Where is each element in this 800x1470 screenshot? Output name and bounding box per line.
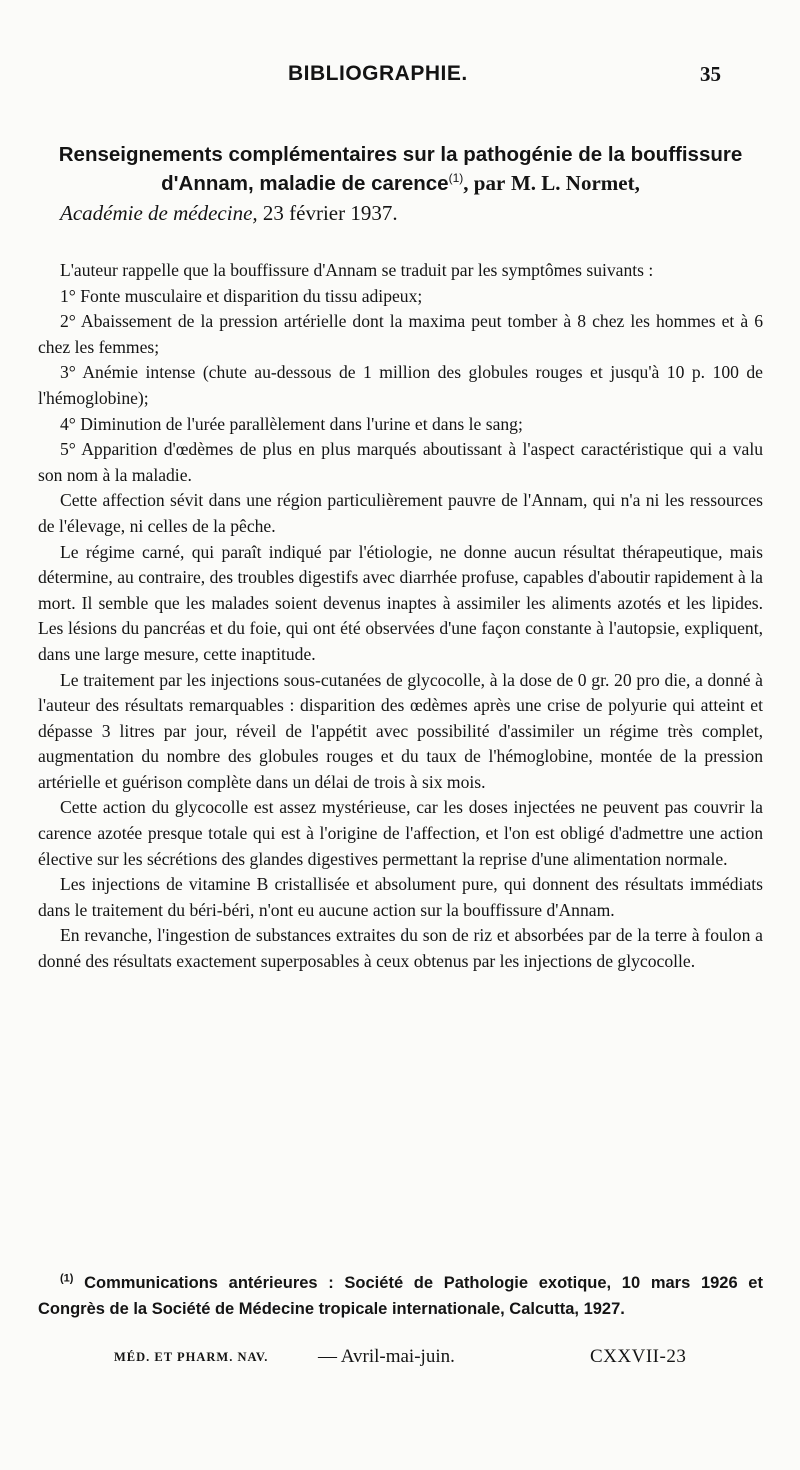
body-paragraph: Le traitement par les injections sous-cutanées de glycocolle, à la dose de 0 gr. 20 pro die, a donné à l'auteur des résultats remarquables : disparition des œdèmes après une crise de polyurie qui atteint et dépasse 3 litres par jour, réveil de l'appétit avec possibilité d'assimiler un régime très complet, augmentation du nombre des globules rouges et du taux de l'hémoglobine, montée de la pression artérielle et guérison complète dans un délai de trois à six mois. <box>38 669 763 792</box>
author-name: M. L. Normet, <box>510 171 640 195</box>
article-body <box>38 258 763 975</box>
body-paragraph: Cette action du glycocolle est assez mystérieuse, car les doses injectées ne peuvent pas couvrir la carence azotée presque totale qui est à l'origine de l'affection, et l'on est obligé d'admettre une action élective sur les sécrétions des glandes digestives permettant la reprise d'une alimentation normale. <box>38 797 763 869</box>
author-prefix: , par <box>463 171 506 195</box>
article-title-block <box>38 140 763 198</box>
footnote-reference: (1) <box>448 171 464 186</box>
body-paragraph: Le régime carné, qui paraît indiqué par l'étiologie, ne donne aucun résultat thérapeutique, mais détermine, au contraire, des troubles digestifs avec diarrhée profuse, capables d'aboutir rapidement à la mort. Il semble que les malades soient devenus inaptes à assimiler les aliments azotés et les lipides. Les lésions du pancréas et du foie, qui ont été observées d'une façon constante à l'autopsie, expliquent, dans une large mesure, cette inaptitude. <box>38 541 763 664</box>
symptom-item: 5° Apparition d'œdèmes de plus en plus marqués aboutissant à l'aspect caractéristique qui a valu son nom à la maladie. <box>38 439 763 485</box>
article-heading <box>38 140 763 228</box>
page-footer <box>0 1346 800 1376</box>
body-paragraph: Cette affection sévit dans une région particulièrement pauvre de l'Annam, qui n'a ni les ressources de l'élevage, ni celles de la pêche. <box>38 490 763 536</box>
footer-signature: CXXVII-23 <box>590 1346 687 1367</box>
running-head-title: BIBLIOGRAPHIE. <box>288 62 468 85</box>
article-source <box>38 198 763 228</box>
symptom-item: 4° Diminution de l'urée parallèlement dans l'urine et dans le sang; <box>60 413 523 434</box>
running-head <box>0 62 800 92</box>
footer-journal: MÉD. ET PHARM. NAV. <box>114 1350 269 1364</box>
body-paragraph: En revanche, l'ingestion de substances extraites du son de riz et absorbées par de la terre à foulon a donné des résultats exactement superposables à ceux obtenus par les injections de glycocolle. <box>38 925 763 972</box>
body-paragraph: Les injections de vitamine B cristallisée et absolument pure, qui donnent des résultats immédiats dans le traitement du béri-béri, n'ont eu aucune action sur la bouffissure d'Annam. <box>38 874 763 920</box>
article-title: Renseignements complémentaires sur la pathogénie de la bouffissure d'Annam, maladie de carence <box>58 143 743 195</box>
footer-issue: — Avril-mai-juin. <box>318 1346 455 1367</box>
symptom-item: 2° Abaissement de la pression artérielle dont la maxima peut tomber à 8 chez les hommes et à 6 chez les femmes; <box>38 311 763 357</box>
page-number: 35 <box>700 62 721 86</box>
intro-paragraph: L'auteur rappelle que la bouffissure d'Annam se traduit par les symptômes suivants : <box>60 260 654 280</box>
article-venue: Académie de médecine, <box>60 201 258 225</box>
symptom-item: 1° Fonte musculaire et disparition du tissu adipeux; <box>60 285 423 306</box>
footnote-mark: (1) <box>60 1272 74 1285</box>
footnote <box>38 1270 763 1322</box>
footnote-text: Communications antérieures : Société de Pathologie exotique, 10 mars 1926 et Congrès de la Société de Médecine tropicale internationale, Calcutta, 1927. <box>38 1274 763 1318</box>
article-date: 23 février 1937. <box>262 201 398 225</box>
symptom-item: 3° Anémie intense (chute au-dessous de 1 million des globules rouges et jusqu'à 10 p. 100 de l'hémoglobine); <box>38 362 763 408</box>
